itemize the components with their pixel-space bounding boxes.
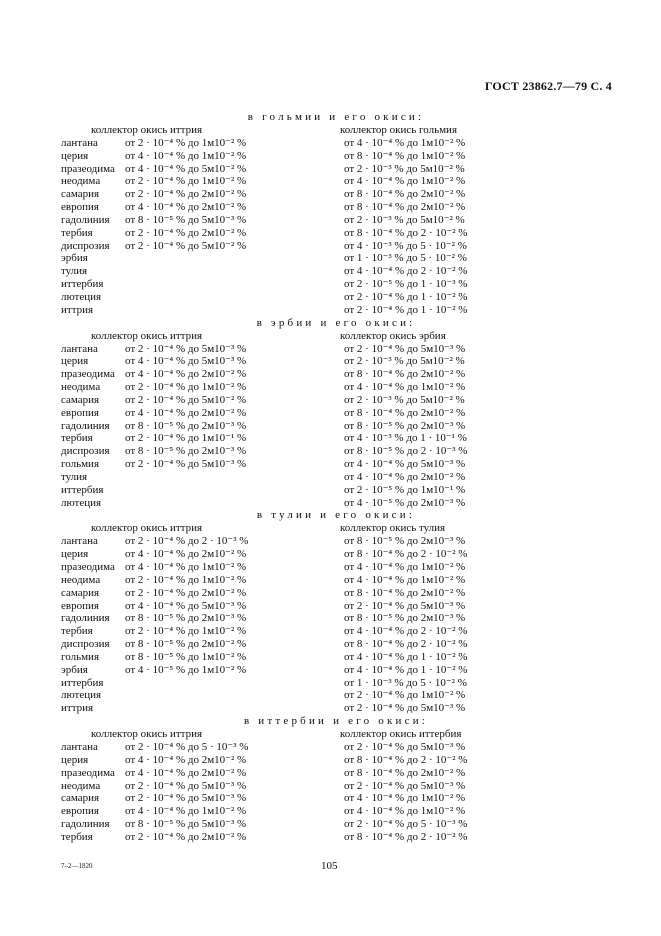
element-name: гадолиния (61, 419, 110, 432)
range-collector-2: от 4 · 10⁻⁴ % до 1м10⁻² % (344, 175, 466, 188)
table-row (61, 574, 491, 587)
section (61, 317, 491, 510)
range-collector-2: от 4 · 10⁻⁴ % до 1 · 10⁻² % (344, 650, 468, 663)
table-row (61, 497, 491, 510)
range-collector-2: от 8 · 10⁻⁵ % до 2м10⁻³ % (344, 535, 466, 548)
range-collector-2: от 2 · 10⁻⁴ % до 1 · 10⁻² % (344, 303, 468, 316)
range-collector-1: от 8 · 10⁻⁵ % до 2м10⁻³ % (125, 445, 247, 458)
range-collector-2: от 4 · 10⁻⁵ % до 2м10⁻³ % (344, 496, 466, 509)
range-collector-1: от 2 · 10⁻⁴ % до 1м10⁻¹ % (125, 432, 247, 445)
section-title: в тулии и его окиси: (256, 509, 416, 522)
range-collector-2: от 4 · 10⁻³ % до 1 · 10⁻¹ % (344, 432, 467, 445)
range-collector-1: от 2 · 10⁻⁴ % до 5м10⁻² % (125, 393, 247, 406)
range-collector-1: от 4 · 10⁻⁴ % до 2м10⁻² % (125, 753, 247, 766)
column-header-collector-1: коллектор окись иттрия (91, 728, 203, 741)
range-collector-1: от 2 · 10⁻⁴ % до 1м10⁻² % (125, 175, 247, 188)
range-collector-2: от 8 · 10⁻⁴ % до 2 · 10⁻² % (344, 753, 468, 766)
table-row (61, 548, 491, 561)
range-collector-2: от 4 · 10⁻⁴ % до 2м10⁻² % (344, 470, 466, 483)
range-collector-2: от 4 · 10⁻⁴ % до 1м10⁻² % (344, 381, 466, 394)
range-collector-1: от 8 · 10⁻⁵ % до 1м10⁻² % (125, 650, 247, 663)
range-collector-2: от 2 · 10⁻³ % до 5м10⁻² % (344, 355, 465, 368)
element-name: церия (61, 149, 89, 162)
range-collector-1: от 8 · 10⁻⁵ % до 2м10⁻³ % (125, 419, 247, 432)
element-name: европия (61, 805, 99, 818)
table-row (61, 600, 491, 613)
table-row (61, 445, 491, 458)
print-code: 7–2—1820 (61, 862, 93, 870)
element-name: самария (61, 586, 100, 599)
table-row (61, 188, 491, 201)
column-header-collector-2: коллектор окись гольмия (340, 124, 457, 136)
section-title: в иттербии и его окиси: (243, 715, 429, 728)
table-row (61, 484, 491, 497)
range-collector-2: от 4 · 10⁻⁴ % до 1м10⁻² % (344, 792, 466, 805)
range-collector-1: от 4 · 10⁻⁴ % до 2м10⁻² % (125, 406, 247, 419)
element-name: самария (61, 188, 100, 201)
table-row (61, 291, 491, 304)
table-row (61, 625, 491, 638)
range-collector-2: от 4 · 10⁻³ % до 5 · 10⁻² % (344, 239, 467, 252)
element-name: лютеция (61, 290, 102, 303)
element-name: празеодима (61, 368, 115, 381)
range-collector-1: от 8 · 10⁻⁵ % до 5м10⁻³ % (125, 213, 247, 226)
range-collector-1: от 2 · 10⁻⁴ % до 5м10⁻² % (125, 239, 247, 252)
range-collector-1: от 2 · 10⁻⁴ % до 5м10⁻³ % (125, 458, 247, 471)
table-row (61, 175, 491, 188)
table-row (61, 355, 491, 368)
range-collector-2: от 2 · 10⁻⁴ % до 1м10⁻² % (344, 689, 466, 702)
table-row (61, 702, 491, 715)
range-collector-1: от 2 · 10⁻⁴ % до 5м10⁻³ % (125, 792, 247, 805)
element-name: празеодима (61, 162, 115, 175)
range-collector-2: от 4 · 10⁻⁴ % до 1м10⁻² % (344, 805, 466, 818)
range-collector-2: от 2 · 10⁻⁴ % до 5 · 10⁻³ % (344, 818, 468, 831)
range-collector-1: от 2 · 10⁻⁴ % до 2м10⁻² % (125, 188, 247, 201)
range-collector-1: от 4 · 10⁻⁴ % до 1м10⁻² % (125, 805, 247, 818)
table-row (61, 278, 491, 291)
element-name: самария (61, 792, 100, 805)
range-collector-2: от 4 · 10⁻⁴ % до 5м10⁻³ % (344, 458, 466, 471)
element-name: церия (61, 753, 89, 766)
table-row (61, 780, 491, 793)
element-name: диспрозия (61, 239, 110, 252)
table-row (61, 535, 491, 548)
range-collector-2: от 2 · 10⁻⁴ % до 5м10⁻³ % (344, 342, 466, 355)
table-row (61, 407, 491, 420)
range-collector-2: от 8 · 10⁻⁴ % до 1м10⁻² % (344, 149, 466, 162)
element-name: церия (61, 548, 89, 561)
column-header-row (61, 522, 491, 535)
range-collector-2: от 4 · 10⁻⁴ % до 2 · 10⁻² % (344, 625, 468, 638)
element-name: празеодима (61, 766, 115, 779)
range-collector-2: от 2 · 10⁻⁴ % до 5м10⁻³ % (344, 702, 466, 715)
range-collector-2: от 4 · 10⁻⁴ % до 1 · 10⁻² % (344, 663, 468, 676)
column-header-collector-1: коллектор окись иттрия (91, 329, 203, 342)
table-row (61, 767, 491, 780)
range-collector-2: от 8 · 10⁻⁴ % до 2м10⁻² % (344, 188, 466, 201)
table-row (61, 394, 491, 407)
table-row (61, 741, 491, 754)
range-collector-2: от 1 · 10⁻³ % до 5 · 10⁻² % (344, 676, 467, 689)
range-collector-2: от 8 · 10⁻⁵ % до 2 · 10⁻³ % (344, 445, 468, 458)
range-collector-2: от 8 · 10⁻⁴ % до 2м10⁻² % (344, 586, 466, 599)
element-name: гадолиния (61, 818, 110, 831)
element-name: иттербия (61, 278, 104, 291)
range-collector-2: от 8 · 10⁻⁴ % до 2 · 10⁻² % (344, 638, 468, 651)
table-row (61, 201, 491, 214)
range-collector-2: от 2 · 10⁻⁴ % до 5м10⁻³ % (344, 779, 466, 792)
range-collector-1: от 4 · 10⁻⁴ % до 2м10⁻² % (125, 368, 247, 381)
range-collector-2: от 4 · 10⁻⁴ % до 1м10⁻² % (344, 573, 466, 586)
table-row (61, 432, 491, 445)
column-header-collector-1: коллектор окись иттрия (91, 124, 203, 136)
table-row (61, 137, 491, 150)
table-row (61, 638, 491, 651)
element-name: гадолиния (61, 213, 110, 226)
range-collector-2: от 2 · 10⁻⁴ % до 5м10⁻³ % (344, 740, 466, 753)
range-collector-2: от 2 · 10⁻⁴ % до 5м10⁻³ % (344, 599, 466, 612)
range-collector-2: от 8 · 10⁻⁴ % до 2м10⁻² % (344, 406, 466, 419)
table-row (61, 471, 491, 484)
element-name: иттрия (61, 702, 94, 715)
table-row (61, 227, 491, 240)
column-header-row (61, 728, 491, 741)
table-row (61, 651, 491, 664)
range-collector-1: от 2 · 10⁻⁴ % до 1м10⁻² % (125, 381, 247, 394)
column-header-collector-2: коллектор окись иттербия (340, 728, 462, 741)
element-name: тулия (61, 265, 88, 278)
range-collector-2: от 2 · 10⁻³ % до 5м10⁻² % (344, 162, 465, 175)
element-name: тулия (61, 470, 88, 483)
range-collector-1: от 4 · 10⁻⁴ % до 2м10⁻² % (125, 201, 247, 214)
element-name: неодима (61, 175, 101, 188)
element-name: иттербия (61, 483, 104, 496)
page-number: 105 (321, 860, 338, 872)
element-name: церия (61, 355, 89, 368)
section (61, 509, 491, 715)
element-name: лантана (61, 136, 98, 149)
range-collector-2: от 8 · 10⁻⁴ % до 2 · 10⁻² % (344, 548, 468, 561)
table-row (61, 818, 491, 831)
element-name: неодима (61, 779, 101, 792)
range-collector-1: от 2 · 10⁻⁴ % до 5м10⁻³ % (125, 342, 247, 355)
range-collector-1: от 2 · 10⁻⁴ % до 2м10⁻² % (125, 830, 247, 843)
table-row (61, 561, 491, 574)
table-row (61, 664, 491, 677)
range-collector-1: от 4 · 10⁻⁴ % до 5м10⁻³ % (125, 599, 247, 612)
range-collector-1: от 4 · 10⁻⁴ % до 5м10⁻² % (125, 162, 247, 175)
range-collector-2: от 8 · 10⁻⁴ % до 2м10⁻² % (344, 201, 466, 214)
column-header-row (61, 330, 491, 343)
column-header-collector-1: коллектор окись иттрия (91, 522, 203, 535)
column-header-collector-2: коллектор окись тулия (340, 522, 446, 535)
table-row (61, 381, 491, 394)
element-name: лютеция (61, 496, 102, 509)
range-collector-2: от 8 · 10⁻⁴ % до 2м10⁻² % (344, 766, 466, 779)
table-row (61, 805, 491, 818)
element-name: эрбия (61, 663, 88, 676)
element-name: гольмия (61, 458, 100, 471)
range-collector-2: от 2 · 10⁻⁵ % до 1 · 10⁻³ % (344, 278, 468, 291)
table-row (61, 368, 491, 381)
element-name: лантана (61, 342, 98, 355)
element-name: неодима (61, 573, 101, 586)
range-collector-2: от 2 · 10⁻³ % до 5м10⁻² % (344, 393, 465, 406)
range-collector-1: от 4 · 10⁻⁴ % до 2м10⁻² % (125, 766, 247, 779)
table-row (61, 265, 491, 278)
element-name: лантана (61, 535, 98, 548)
section-title: в гольмии и его окиси: (247, 111, 425, 123)
range-collector-1: от 4 · 10⁻⁴ % до 1м10⁻² % (125, 561, 247, 573)
range-collector-2: от 2 · 10⁻⁵ % до 1м10⁻¹ % (344, 483, 466, 496)
table-row (61, 304, 491, 317)
range-collector-1: от 2 · 10⁻⁴ % до 5 · 10⁻³ % (125, 740, 249, 753)
element-name: европия (61, 406, 99, 419)
range-collector-1: от 2 · 10⁻⁴ % до 1м10⁻² % (125, 136, 247, 149)
column-header-row (61, 124, 491, 137)
table-row (61, 754, 491, 767)
element-name: неодима (61, 381, 101, 394)
element-name: самария (61, 393, 100, 406)
section (61, 111, 491, 317)
range-collector-1: от 2 · 10⁻⁴ % до 1м10⁻² % (125, 573, 247, 586)
range-collector-2: от 8 · 10⁻⁴ % до 2 · 10⁻² % (344, 226, 468, 239)
range-collector-2: от 8 · 10⁻⁴ % до 2 · 10⁻² % (344, 830, 468, 843)
sections-container (61, 111, 491, 844)
table-row (61, 240, 491, 253)
table-row (61, 689, 491, 702)
range-collector-1: от 2 · 10⁻⁴ % до 1м10⁻² % (125, 625, 247, 638)
range-collector-2: от 1 · 10⁻³ % до 5 · 10⁻² % (344, 252, 467, 265)
element-name: тербия (61, 625, 93, 638)
element-name: празеодима (61, 561, 115, 573)
document-body (61, 111, 491, 844)
range-collector-1: от 4 · 10⁻⁴ % до 1м10⁻² % (125, 149, 247, 162)
range-collector-2: от 8 · 10⁻⁵ % до 2м10⁻³ % (344, 419, 466, 432)
range-collector-1: от 2 · 10⁻⁴ % до 2 · 10⁻³ % (125, 535, 249, 548)
table-row (61, 458, 491, 471)
table-row (61, 587, 491, 600)
element-name: тербия (61, 830, 93, 843)
range-collector-1: от 4 · 10⁻⁵ % до 1м10⁻² % (125, 663, 247, 676)
range-collector-2: от 4 · 10⁻⁴ % до 1м10⁻² % (344, 136, 466, 149)
range-collector-1: от 8 · 10⁻⁵ % до 5м10⁻³ % (125, 818, 247, 831)
table-row (61, 252, 491, 265)
range-collector-2: от 4 · 10⁻⁴ % до 2 · 10⁻² % (344, 265, 468, 278)
table-row (61, 792, 491, 805)
range-collector-2: от 8 · 10⁻⁴ % до 2м10⁻² % (344, 368, 466, 381)
element-name: лютеция (61, 689, 102, 702)
range-collector-1: от 2 · 10⁻⁴ % до 2м10⁻² % (125, 226, 247, 239)
range-collector-1: от 8 · 10⁻⁵ % до 2м10⁻² % (125, 638, 247, 651)
table-row (61, 150, 491, 163)
element-name: диспрозия (61, 638, 110, 651)
element-name: лантана (61, 740, 98, 753)
column-header-collector-2: коллектор окись эрбия (340, 329, 446, 342)
range-collector-1: от 2 · 10⁻⁴ % до 2м10⁻² % (125, 586, 247, 599)
element-name: иттрия (61, 303, 94, 316)
range-collector-2: от 8 · 10⁻⁵ % до 2м10⁻³ % (344, 612, 466, 625)
element-name: европия (61, 599, 99, 612)
table-row (61, 420, 491, 433)
section (61, 715, 491, 844)
table-row (61, 612, 491, 625)
range-collector-1: от 2 · 10⁻⁴ % до 5м10⁻³ % (125, 779, 247, 792)
element-name: тербия (61, 226, 93, 239)
table-row (61, 163, 491, 176)
element-name: тербия (61, 432, 93, 445)
element-name: европия (61, 201, 99, 214)
table-row (61, 343, 491, 356)
range-collector-1: от 8 · 10⁻⁵ % до 2м10⁻³ % (125, 612, 247, 625)
standard-header: ГОСТ 23862.7—79 С. 4 (484, 79, 612, 93)
table-row (61, 831, 491, 844)
range-collector-2: от 4 · 10⁻⁴ % до 1м10⁻² % (344, 561, 466, 573)
element-name: гольмия (61, 650, 100, 663)
section-title: в эрбии и его окиси: (256, 316, 416, 329)
table-row (61, 677, 491, 690)
element-name: эрбия (61, 252, 88, 265)
range-collector-1: от 4 · 10⁻⁴ % до 2м10⁻² % (125, 548, 247, 561)
range-collector-2: от 2 · 10⁻⁴ % до 1 · 10⁻² % (344, 290, 468, 303)
range-collector-1: от 4 · 10⁻⁴ % до 5м10⁻³ % (125, 355, 247, 368)
element-name: иттербия (61, 676, 104, 689)
range-collector-2: от 2 · 10⁻³ % до 5м10⁻² % (344, 213, 465, 226)
table-row (61, 214, 491, 227)
element-name: диспрозия (61, 445, 110, 458)
element-name: гадолиния (61, 612, 110, 625)
